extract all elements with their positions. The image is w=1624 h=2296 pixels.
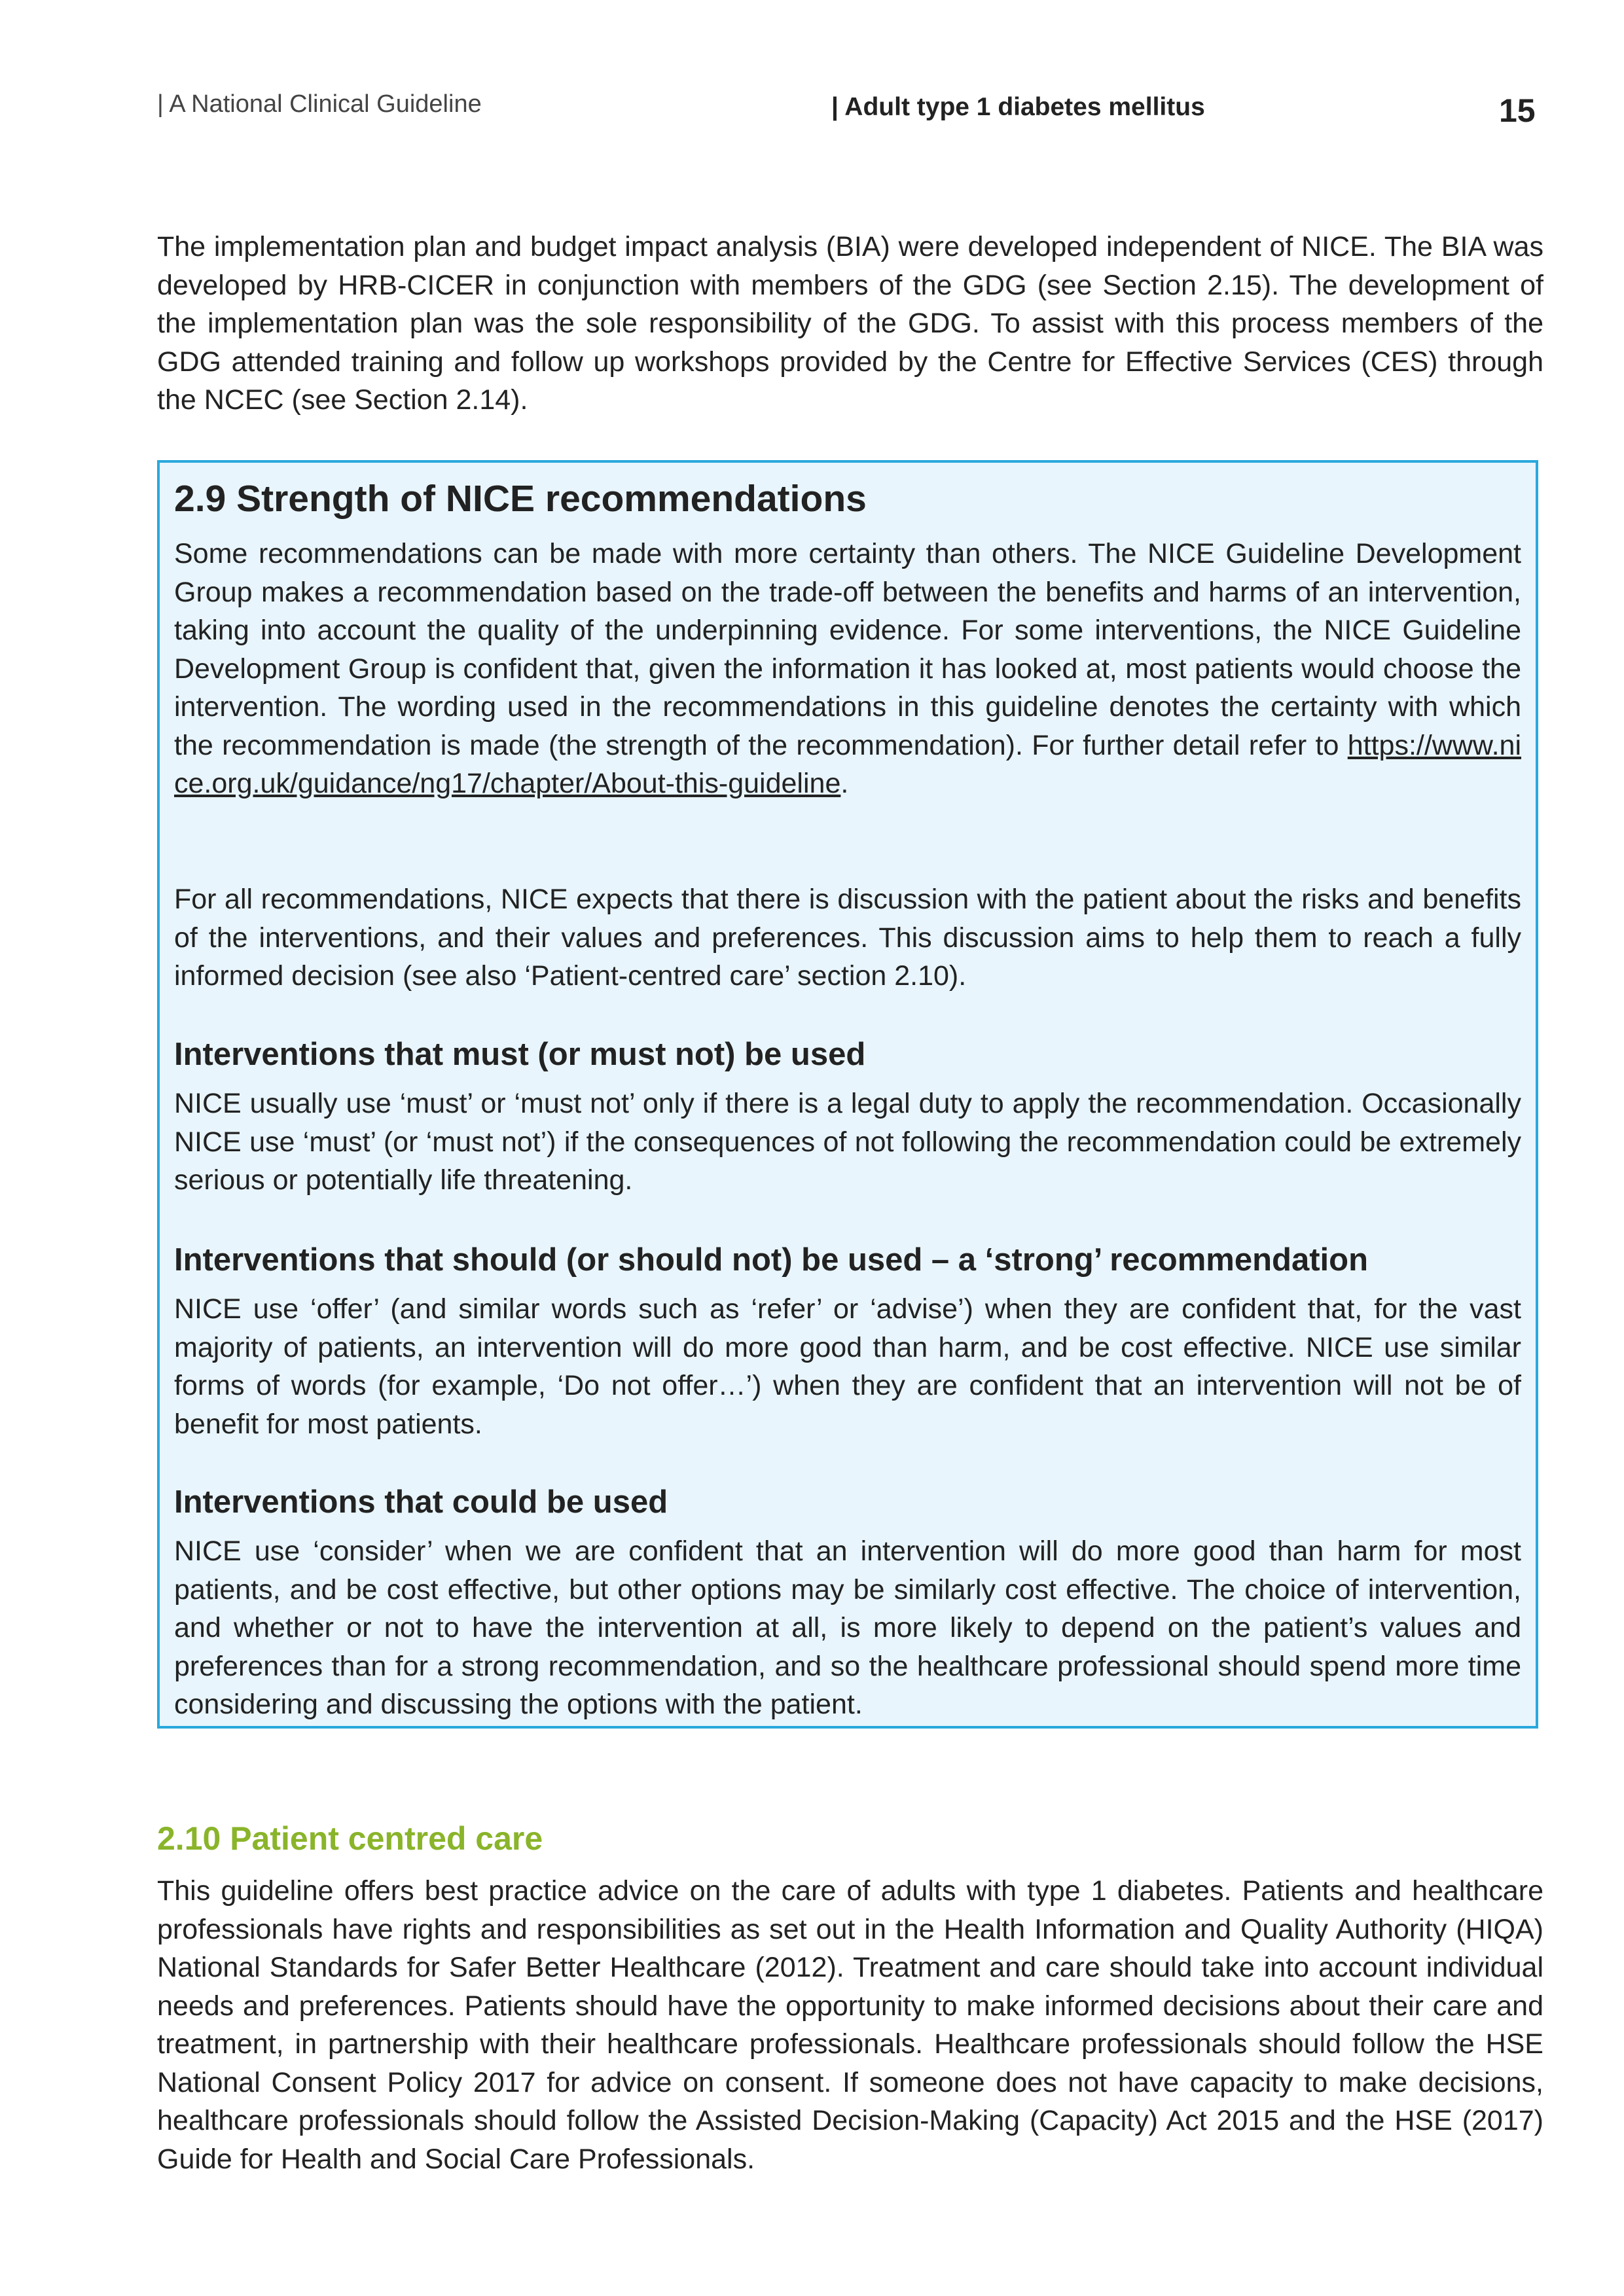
subheading-must: Interventions that must (or must not) be used bbox=[174, 1037, 866, 1072]
running-header-left: | A National Clinical Guideline bbox=[157, 90, 482, 118]
nice-recommendations-box bbox=[157, 460, 1538, 1729]
subheading-could: Interventions that could be used bbox=[174, 1484, 668, 1520]
section-paragraph: This guideline offers best practice advice on the care of adults with type 1 diabetes. Patients and healthcare professionals have rights and responsibilities as set out in the Health Information and Quality Authority (HIQA) National Standards for Safer Better Healthcare (2012). Treatment and care should take into account individual needs and preferences. Patients should have the opportunity to make informed decisions about their care and treatment, in partnership with their healthcare professionals. Healthcare professionals should follow the HSE National Consent Policy 2017 for advice on consent. If someone does not have capacity to make decisions, healthcare professionals should follow the Assisted Decision-Making (Capacity) Act 2015 and the HSE (2017) Guide for Health and Social Care Professionals. bbox=[157, 1875, 1543, 2175]
box-paragraph-could: NICE use ‘consider’ when we are confident that an intervention will do more good than harm for most patients, and be cost effective, but other options may be similarly cost effective. The choice of intervention, and whether or not to have the intervention at all, is more likely to depend on the patient’s values and preferences than for a strong recommendation, and so the healthcare professional should spend more time considering and discussing the options with the patient. bbox=[174, 1535, 1521, 1720]
box-paragraph-should: NICE use ‘offer’ (and similar words such as ‘refer’ or ‘advise’) when they are confident that, for the vast majority of patients, an intervention will do more good than harm, and be cost effective. NICE use similar forms of words (for example, ‘Do not offer…’) when they are confident that an intervention will not be of benefit for most patients. bbox=[174, 1293, 1521, 1440]
box-paragraph-1 bbox=[174, 535, 1521, 803]
box-paragraph-must: NICE usually use ‘must’ or ‘must not’ only if there is a legal duty to apply the recommendation. Occasionally NICE use ‘must’ (or ‘must not’) if the consequences of not following the recommendation could be extremely serious or potentially life threatening. bbox=[174, 1088, 1521, 1196]
box-paragraph-2: For all recommendations, NICE expects that there is discussion with the patient about the risks and benefits of the interventions, and their values and preferences. This discussion aims to help them to reach a fully informed decision (see also ‘Patient-centred care’ section 2.10). bbox=[174, 884, 1521, 992]
box-title: 2.9 Strength of NICE recommendations bbox=[174, 478, 867, 520]
intro-paragraph: The implementation plan and budget impact analysis (BIA) were developed independent of NICE. The BIA was developed by HRB-CICER in conjunction with members of the GDG (see Section 2.15). The development of the implementation plan was the sole responsibility of the GDG. To assist with this process members of the GDG attended training and follow up workshops provided by the Centre for Effective Services (CES) through the NCEC (see Section 2.14). bbox=[157, 231, 1543, 416]
nice-guideline-link[interactable]: https://www.nice.org.uk/guidance/ng17/chapter/About-this-guideline bbox=[174, 729, 1521, 799]
subheading-should: Interventions that should (or should not) be used – a ‘strong’ recommendation bbox=[174, 1242, 1369, 1278]
box-paragraph-1-end: . bbox=[840, 768, 849, 799]
running-header-title: | Adult type 1 diabetes mellitus bbox=[831, 93, 1205, 121]
box-paragraph-1-text: Some recommendations can be made with more certainty than others. The NICE Guideline Development Group makes a recommendation based on the trade-off between the benefits and harms of an intervention, taking into account the quality of the underpinning evidence. For some interventions, the NICE Guideline Development Group is confident that, given the information it has looked at, most patients would choose the intervention. The wording used in the recommendations in this guideline denotes the certainty with which the recommendation is made (the strength of the recommendation). For further detail refer to bbox=[174, 538, 1521, 761]
page-number: 15 bbox=[1499, 92, 1536, 129]
section-heading-patient-centred-care: 2.10 Patient centred care bbox=[157, 1820, 543, 1857]
